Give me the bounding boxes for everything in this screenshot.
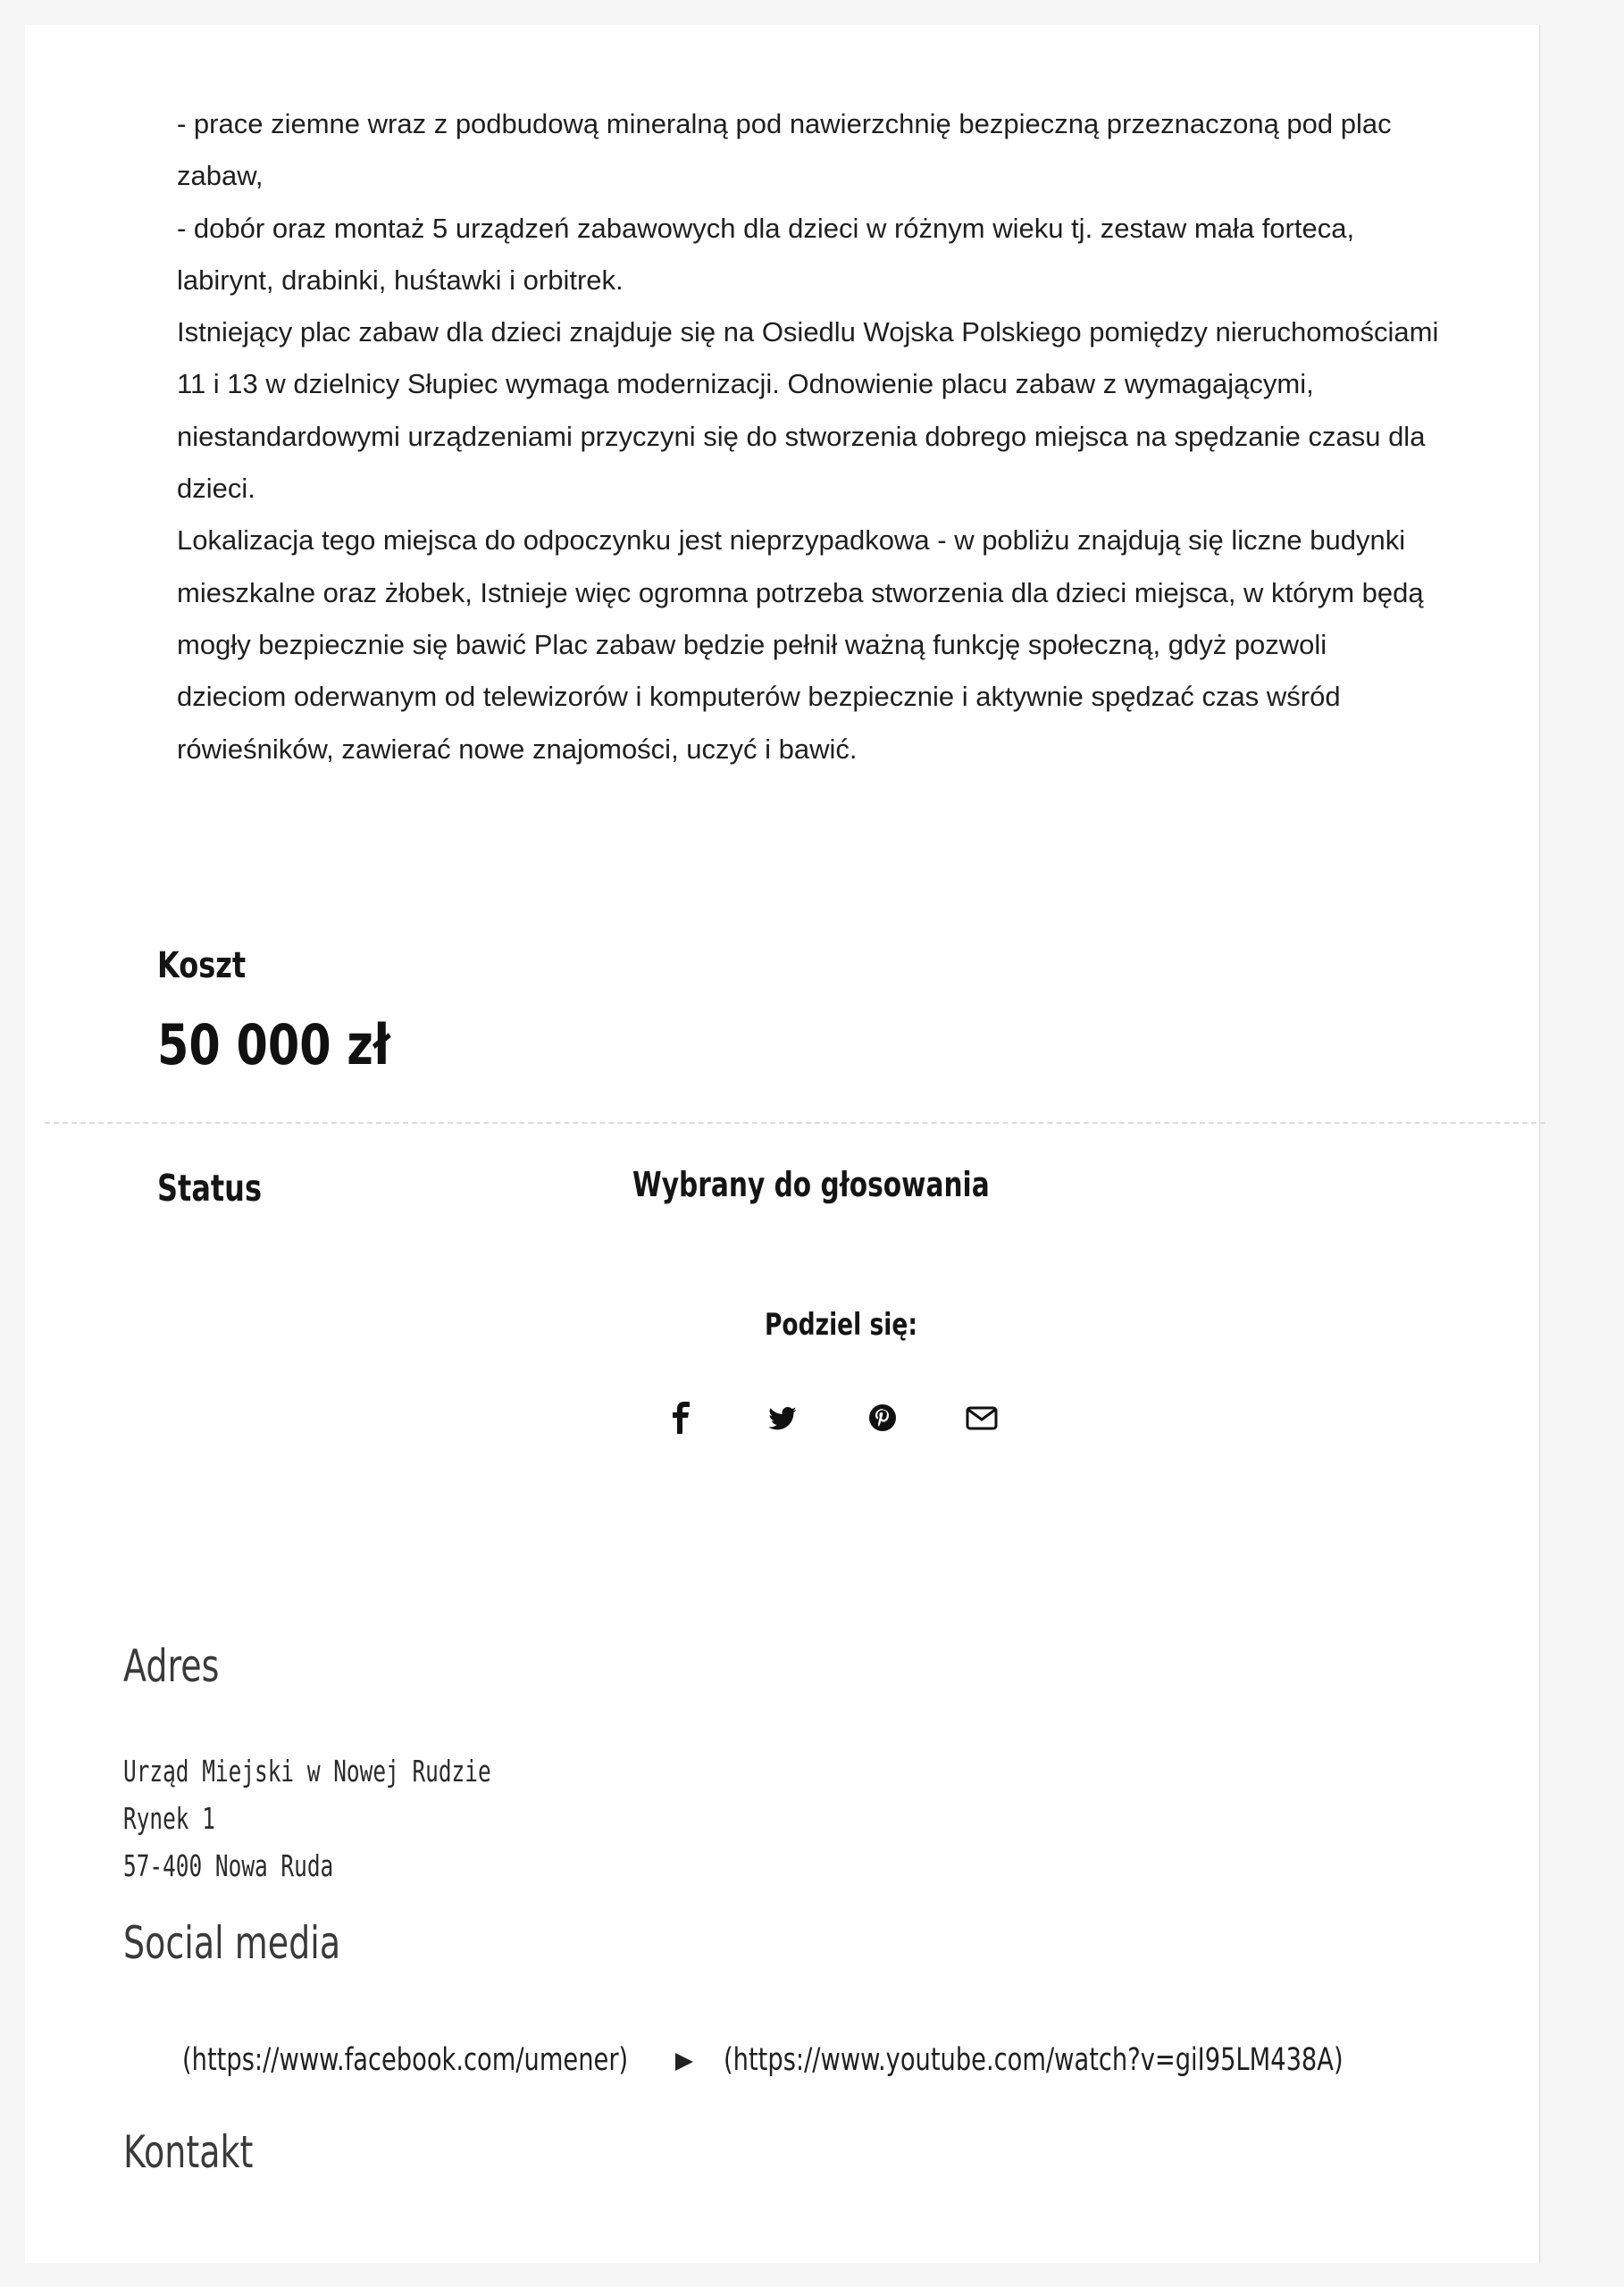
social-media-heading: Social media [123, 1917, 341, 1969]
youtube-link[interactable]: (https://www.youtube.com/watch?v=giI95LM438A) [724, 2042, 1344, 2078]
divider [45, 1122, 1545, 1124]
share-label: Podziel się: [765, 1307, 917, 1343]
facebook-share-button[interactable] [650, 1396, 749, 1441]
status-value: Wybrany do głosowania [632, 1165, 990, 1204]
envelope-icon [964, 1400, 1000, 1436]
social-links [182, 2042, 1344, 2078]
twitter-share-button[interactable] [749, 1396, 849, 1441]
facebook-icon [666, 1400, 699, 1436]
address-line: 57-400 Nowa Ruda [123, 1848, 334, 1883]
contact-heading: Kontakt [123, 2126, 254, 2178]
description-line: - dobór oraz montaż 5 urządzeń zabawowych dla dzieci w różnym wieku tj. zestaw mała forteca, [177, 212, 1355, 244]
description-line: dzieci. [177, 473, 255, 505]
cost-value: 50 000 zł [157, 1012, 390, 1077]
description-line: - prace ziemne wraz z podbudową mineralną pod nawierzchnię bezpieczną przeznaczoną pod plac [177, 108, 1392, 139]
description-line: mogły bezpiecznie się bawić Plac zabaw będzie pełnił ważną funkcję społeczną, gdyż pozwoli [177, 628, 1327, 660]
pinterest-icon [865, 1400, 900, 1436]
share-icons [650, 1396, 1047, 1441]
address-line: Urząd Miejski w Nowej Rudzie [123, 1754, 491, 1789]
email-share-button[interactable] [948, 1396, 1047, 1441]
address-heading: Adres [123, 1640, 220, 1692]
status-label: Status [157, 1167, 262, 1210]
project-description [177, 98, 1508, 775]
description-line: niestandardowymi urządzeniami przyczyni się do stworzenia dobrego miejsca na spędzanie czasu dla [177, 420, 1426, 452]
play-icon [675, 2053, 693, 2071]
description-line: labirynt, drabinki, huśtawki i orbitrek. [177, 264, 624, 296]
description-line: 11 i 13 w dzielnicy Słupiec wymaga modernizacji. Odnowienie placu zabaw z wymagającymi, [177, 368, 1314, 400]
twitter-icon [766, 1400, 801, 1436]
description-line: rówieśników, zawierać nowe znajomości, uczyć i bawić. [177, 733, 858, 765]
page [25, 25, 1541, 2263]
description-line: mieszkalne oraz żłobek, Istnieje więc ogromna potrzeba stworzenia dla dzieci miejsca, w którym będą [177, 576, 1424, 608]
description-line: Lokalizacja tego miejsca do odpoczynku jest nieprzypadkowa - w pobliżu znajdują się liczne budynki [177, 524, 1406, 557]
address-block [123, 1747, 491, 1889]
address-line: Rynek 1 [123, 1801, 215, 1836]
cost-label: Koszt [157, 945, 247, 986]
description-line: dzieciom oderwanym od telewizorów i komputerów bezpiecznie i aktywnie spędzać czas wśród [177, 681, 1341, 713]
description-line: Istniejący plac zabaw dla dzieci znajduje się na Osiedlu Wojska Polskiego pomiędzy nieruchomościami [177, 316, 1439, 348]
pinterest-share-button[interactable] [849, 1396, 948, 1441]
facebook-link[interactable]: (https://www.facebook.com/umener) [182, 2042, 629, 2078]
description-line: zabaw, [177, 160, 264, 192]
